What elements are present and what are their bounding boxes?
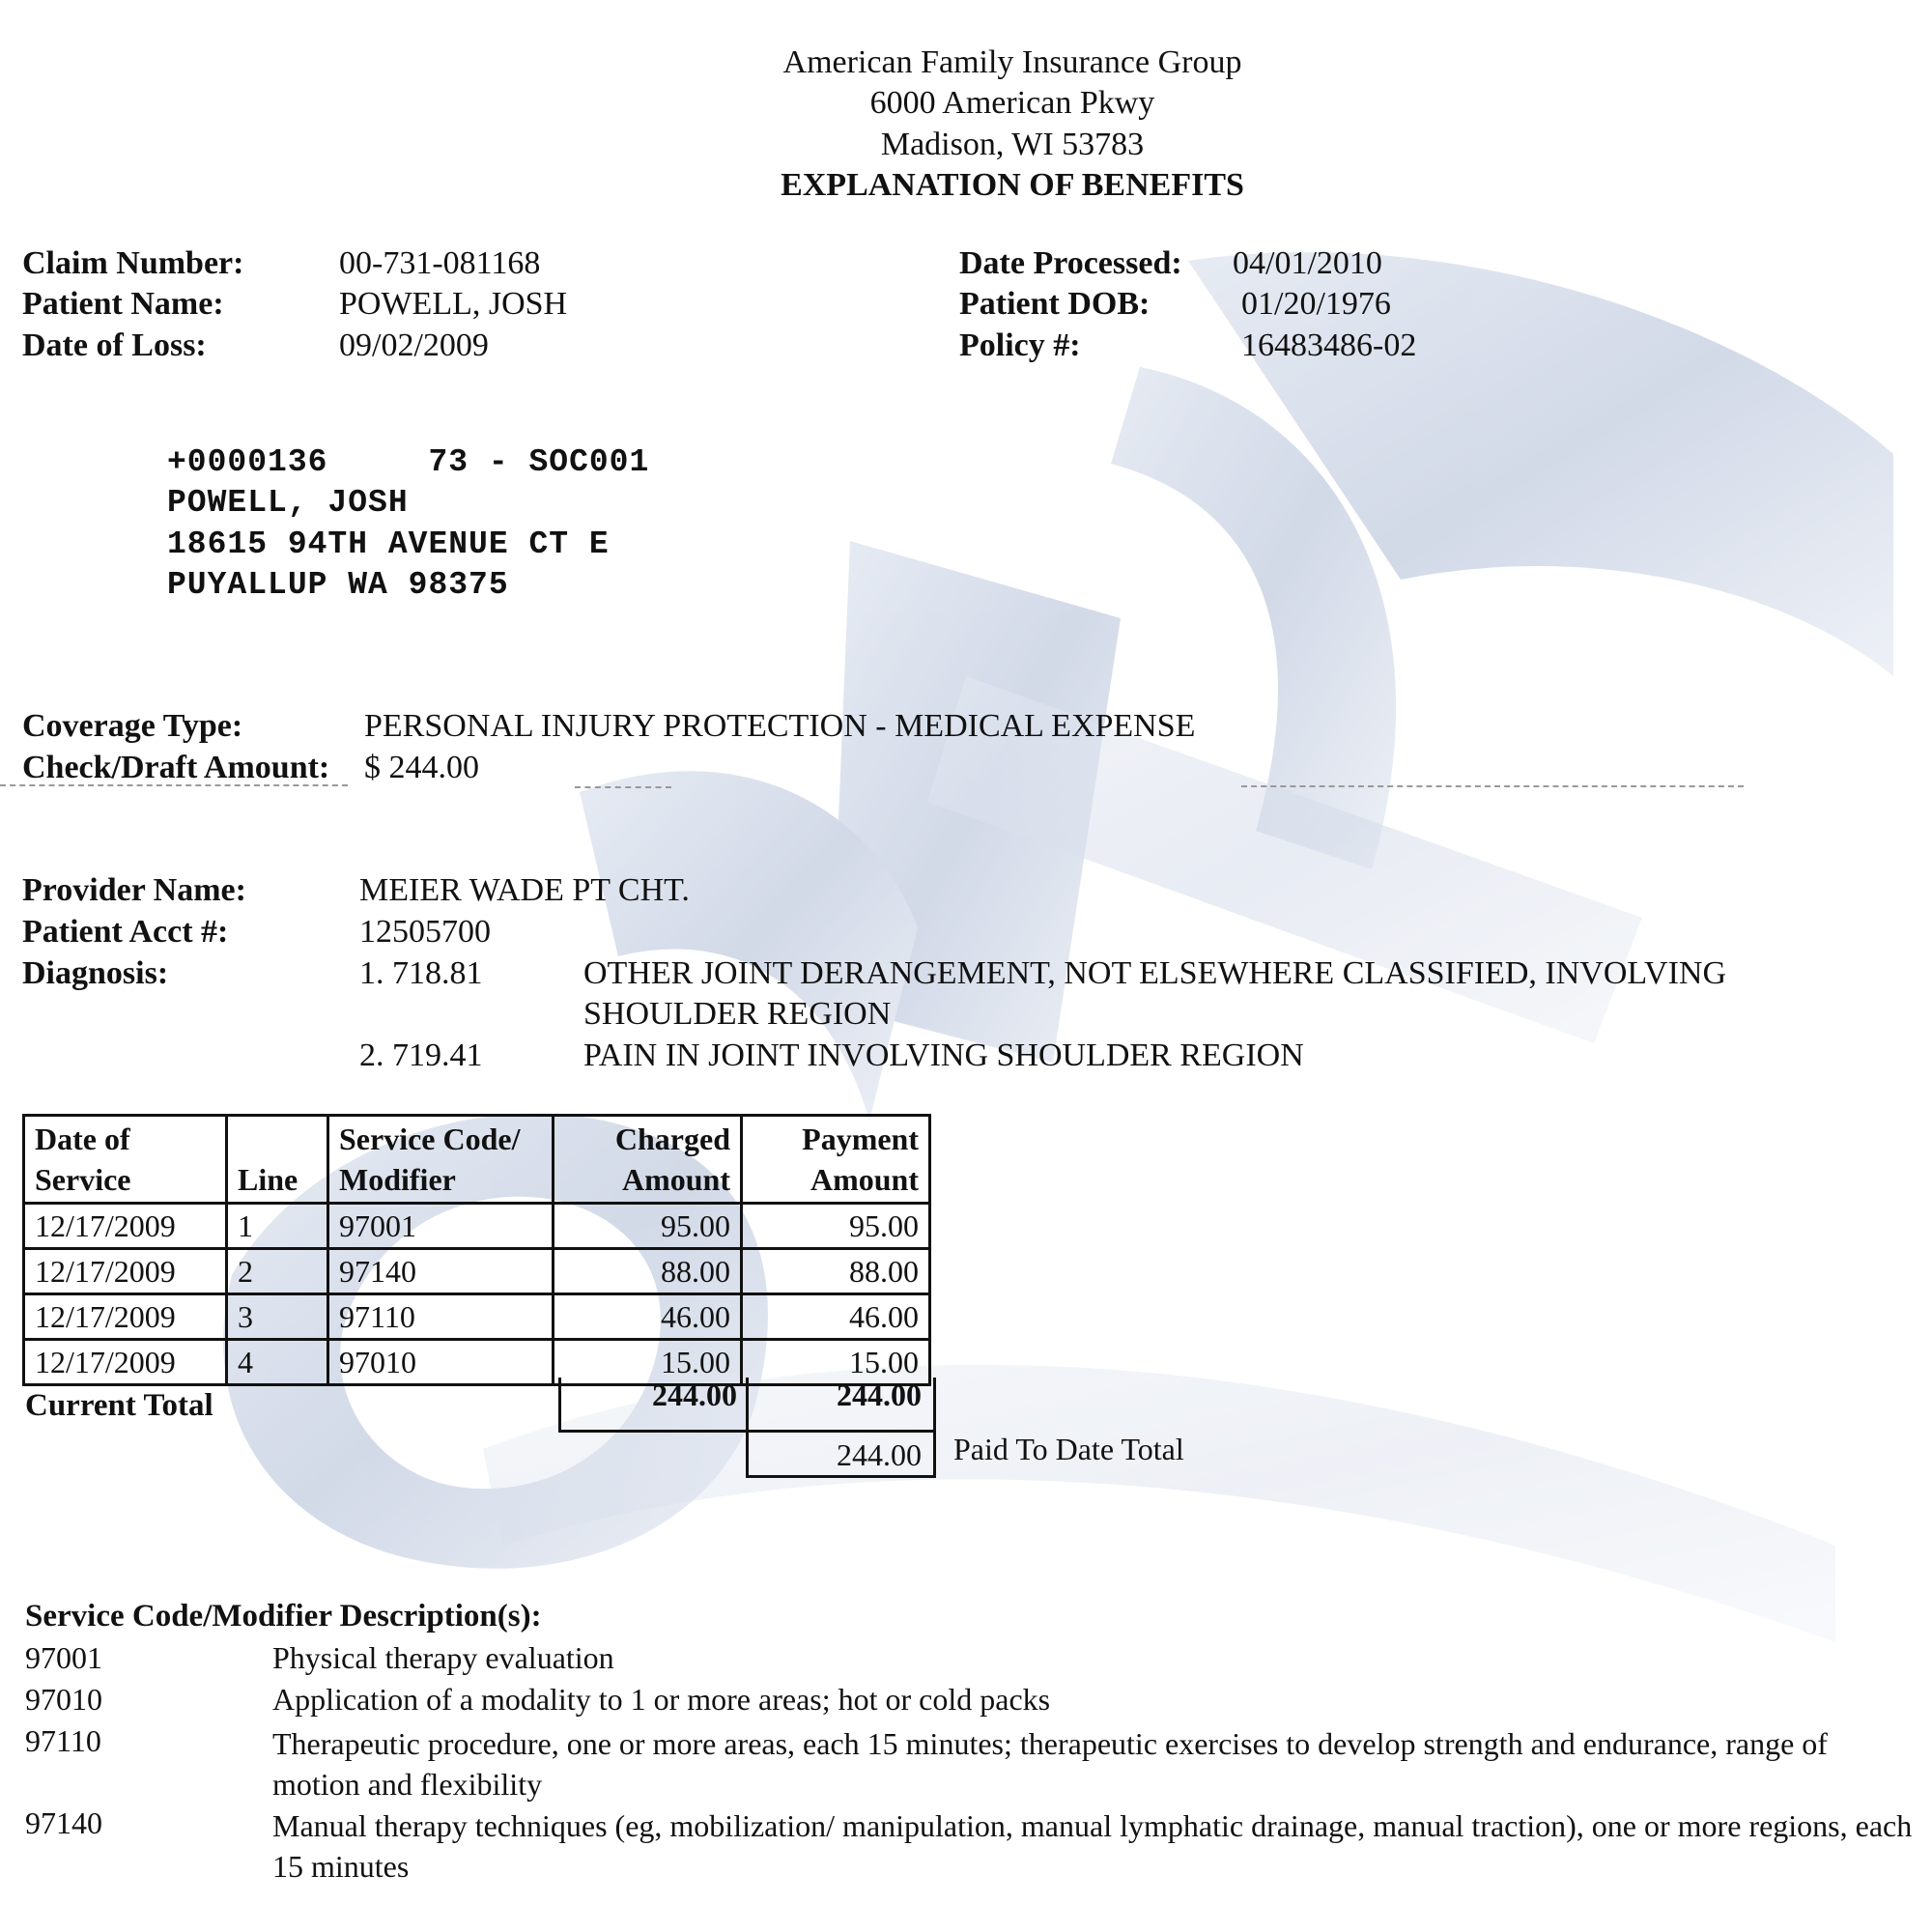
cell-code: 97110 <box>328 1294 554 1340</box>
desc-text: Therapeutic procedure, one or more areas, each 15 minutes; therapeutic exercises to develop strength and endurance, range of motion and flexibility <box>272 1726 1828 1802</box>
current-total-charged: 244.00 <box>558 1378 749 1433</box>
desc-code: 97140 <box>25 1805 102 1840</box>
desc-text: Physical therapy evaluation <box>272 1640 614 1675</box>
patient-name-value: POWELL, JOSH <box>339 286 568 322</box>
cell-charged: 46.00 <box>554 1294 742 1340</box>
cell-line: 4 <box>227 1340 328 1385</box>
patient-name-label: Patient Name: <box>22 286 224 322</box>
company-address-line2: Madison, WI 53783 <box>880 127 1145 162</box>
cell-date: 12/17/2009 <box>24 1294 227 1340</box>
table-header-row <box>24 1116 930 1204</box>
current-total-payment: 244.00 <box>746 1378 936 1433</box>
patient-dob-label: Patient DOB: <box>959 286 1151 322</box>
diagnosis-text-1-cont: SHOULDER REGION <box>583 996 892 1032</box>
company-name: American Family Insurance Group <box>782 44 1242 80</box>
cell-charged: 95.00 <box>554 1204 742 1249</box>
cell-charged: 88.00 <box>554 1249 742 1294</box>
date-of-loss-value: 09/02/2009 <box>339 327 489 363</box>
cell-date: 12/17/2009 <box>24 1249 227 1294</box>
table-row <box>24 1204 930 1249</box>
diagnosis-label: Diagnosis: <box>22 955 169 991</box>
diagnosis-text-1: OTHER JOINT DERANGEMENT, NOT ELSEWHERE CLASSIFIED, INVOLVING <box>583 955 1727 991</box>
perforation-line <box>0 784 348 786</box>
desc-text: Manual therapy techniques (eg, mobilization/ manipulation, manual lymphatic drainage, manual traction), one or more regions, each 15 minutes <box>272 1808 1913 1884</box>
descriptions-title: Service Code/Modifier Description(s): <box>25 1599 542 1634</box>
date-processed-value: 04/01/2010 <box>1233 245 1382 281</box>
mailing-name: POWELL, JOSH <box>167 485 409 521</box>
cell-line: 2 <box>227 1249 328 1294</box>
cell-payment: 95.00 <box>742 1204 930 1249</box>
mailing-city-state-zip: PUYALLUP WA 98375 <box>167 567 509 603</box>
desc-code: 97001 <box>25 1640 102 1675</box>
claim-number-value: 00-731-081168 <box>339 245 541 281</box>
cell-line: 1 <box>227 1204 328 1249</box>
check-draft-amount-value: $ 244.00 <box>364 750 479 785</box>
cell-code: 97001 <box>328 1204 554 1249</box>
patient-dob-value: 01/20/1976 <box>1241 286 1391 322</box>
col-header-charged: Charged Amount <box>554 1116 742 1204</box>
paid-to-date-value: 244.00 <box>746 1430 936 1478</box>
cell-code: 97140 <box>328 1249 554 1294</box>
col-header-service-code: Service Code/ Modifier <box>328 1116 554 1204</box>
diagnosis-code-2: 2. 719.41 <box>359 1037 483 1073</box>
desc-code: 97010 <box>25 1682 102 1717</box>
claim-number-label: Claim Number: <box>22 245 244 281</box>
date-of-loss-label: Date of Loss: <box>22 327 207 363</box>
services-table <box>22 1114 931 1386</box>
document-title: EXPLANATION OF BENEFITS <box>781 167 1244 203</box>
perforation-line <box>1241 785 1744 787</box>
mailing-code-line: +0000136 73 - SOC001 <box>167 444 650 480</box>
check-draft-amount-label: Check/Draft Amount: <box>22 750 330 785</box>
cell-code: 97010 <box>328 1340 554 1385</box>
date-processed-label: Date Processed: <box>959 245 1182 281</box>
policy-number-value: 16483486-02 <box>1241 327 1417 363</box>
patient-acct-value: 12505700 <box>359 914 491 950</box>
col-header-date: Date of Service <box>24 1116 227 1204</box>
coverage-type-value: PERSONAL INJURY PROTECTION - MEDICAL EXPENSE <box>364 708 1196 744</box>
diagnosis-text-2: PAIN IN JOINT INVOLVING SHOULDER REGION <box>583 1037 1304 1073</box>
cell-payment: 46.00 <box>742 1294 930 1340</box>
perforation-line <box>575 786 671 788</box>
coverage-type-label: Coverage Type: <box>22 708 243 744</box>
cell-date: 12/17/2009 <box>24 1204 227 1249</box>
desc-code: 97110 <box>25 1723 101 1758</box>
policy-number-label: Policy #: <box>959 327 1081 363</box>
paid-to-date-label: Paid To Date Total <box>953 1432 1184 1466</box>
provider-name-value: MEIER WADE PT CHT. <box>359 872 690 908</box>
mailing-street: 18615 94TH AVENUE CT E <box>167 526 610 562</box>
cell-payment: 15.00 <box>742 1340 930 1385</box>
cell-date: 12/17/2009 <box>24 1340 227 1385</box>
diagnosis-code-1: 1. 718.81 <box>359 955 483 991</box>
current-total-label: Current Total <box>25 1388 213 1423</box>
desc-text: Application of a modality to 1 or more areas; hot or cold packs <box>272 1682 1051 1717</box>
cell-line: 3 <box>227 1294 328 1340</box>
provider-name-label: Provider Name: <box>22 872 246 908</box>
col-header-line: Line <box>227 1116 328 1204</box>
cell-charged: 15.00 <box>554 1340 742 1385</box>
table-row <box>24 1249 930 1294</box>
company-address-line1: 6000 American Pkwy <box>869 85 1155 121</box>
cell-payment: 88.00 <box>742 1249 930 1294</box>
patient-acct-label: Patient Acct #: <box>22 914 229 950</box>
col-header-payment: Payment Amount <box>742 1116 930 1204</box>
table-row <box>24 1294 930 1340</box>
